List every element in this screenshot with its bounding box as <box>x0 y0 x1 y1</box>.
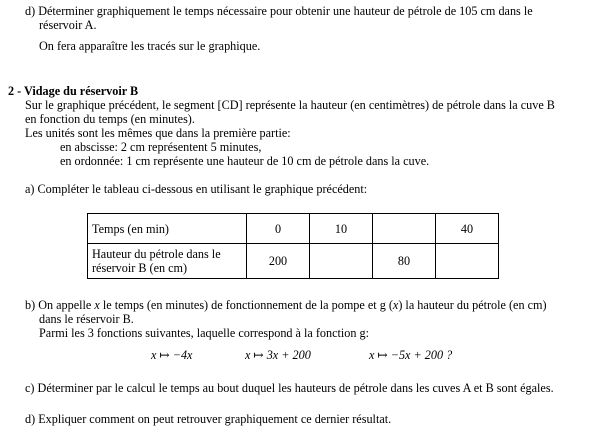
question-2c: c) Déterminer par le calcul le temps au bout duquel les hauteurs de pétrole dans les cuves A et B sont égales. <box>25 381 554 395</box>
intro-line1: Sur le graphique précédent, le segment [CD] représente la hauteur (en centimètres) de pétrole dans la cuve B <box>25 98 555 112</box>
section-2-title: 2 - Vidage du réservoir B <box>8 84 139 98</box>
table-header-height-line2: réservoir B (en cm) <box>92 261 188 275</box>
variable-x: x <box>94 298 100 312</box>
table-header-time: Temps (en min) <box>88 214 247 244</box>
question-2b-text: le temps (en minutes) de fonctionnement de la pompe et g ( <box>99 298 393 312</box>
table-cell: 40 <box>436 214 499 244</box>
function-choice-1: x ↦ −4x <box>151 348 193 362</box>
table-cell: 10 <box>310 214 373 244</box>
table-header-height-line1: Hauteur du pétrole dans le <box>92 247 221 261</box>
table-cell: 200 <box>247 244 310 279</box>
question-2b-line3: Parmi les 3 fonctions suivantes, laquelle correspond à la fonction g: <box>39 326 369 340</box>
table-row <box>88 214 499 244</box>
table-cell <box>436 244 499 279</box>
question-2b-line2: dans le réservoir B. <box>39 312 134 326</box>
table-cell <box>310 244 373 279</box>
table-cell <box>373 214 436 244</box>
data-table <box>87 213 499 279</box>
question-2b-line1 <box>25 298 547 312</box>
intro-line3: Les unités sont les mêmes que dans la première partie: <box>25 126 291 140</box>
function-choice-2: x ↦ 3x + 200 <box>245 348 311 362</box>
variable-x: x <box>392 298 399 312</box>
question-1d-line1: d) Déterminer graphiquement le temps nécessaire pour obtenir une hauteur de pétrole de 105 cm dans le <box>25 4 533 18</box>
question-2b-text: ) la hauteur du pétrole (en cm) <box>398 298 547 312</box>
question-1d-line3: On fera apparaître les tracés sur le graphique. <box>39 39 261 53</box>
question-2a: a) Compléter le tableau ci-dessous en utilisant le graphique précédent: <box>25 182 368 196</box>
intro-line2: en fonction du temps (en minutes). <box>25 112 195 126</box>
function-choice-3: x ↦ −5x + 200 ? <box>369 348 453 362</box>
question-1d-line2: réservoir A. <box>39 18 97 32</box>
table-cell: 80 <box>373 244 436 279</box>
question-2d: d) Expliquer comment on peut retrouver graphiquement ce dernier résultat. <box>25 412 392 426</box>
question-2b-text: b) On appelle <box>25 298 95 312</box>
table-header-height <box>88 244 247 279</box>
table-row <box>88 244 499 279</box>
intro-line4: en abscisse: 2 cm représentent 5 minutes, <box>60 140 262 154</box>
table-cell: 0 <box>247 214 310 244</box>
intro-line5: en ordonnée: 1 cm représente une hauteur de 10 cm de pétrole dans la cuve. <box>60 154 430 168</box>
